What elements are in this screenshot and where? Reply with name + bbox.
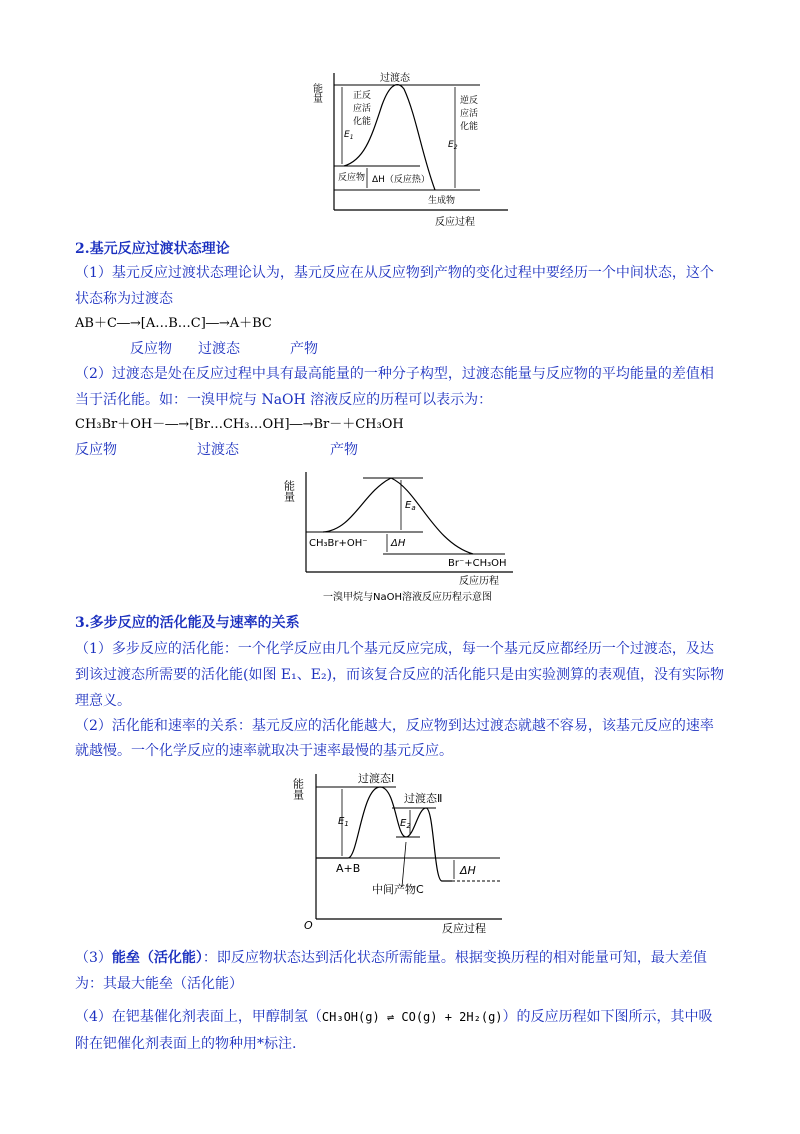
svg-text:E2	[448, 140, 458, 151]
fig1-transition-label: 过渡态	[380, 73, 410, 84]
sec4-p4b: 附在钯催化剂表面上的物种用*标注.	[75, 1036, 297, 1052]
sec4-p3-bold: 能垒（活化能）	[111, 950, 203, 966]
fig3-e2: E	[400, 818, 407, 829]
fig1-forward-ea-2: 应活	[353, 104, 372, 114]
sec2-label-transition-2: 过渡态	[197, 442, 239, 458]
sec4-p3a	[75, 945, 707, 971]
svg-text:E1	[338, 816, 349, 828]
energy-profile-figure-3	[292, 764, 512, 936]
sec4-p4-prefix: （4）在钯基催化剂表面上，甲醇制氢（	[75, 1009, 322, 1025]
fig2-ea: E	[405, 500, 412, 511]
fig1-product-label: 生成物	[428, 196, 456, 206]
fig3-xlabel: 反应过程	[442, 922, 486, 935]
fig1-e2-sub: 2	[453, 144, 458, 151]
sec3-heading: 3.多步反应的活化能及与速率的关系	[75, 615, 300, 631]
fig3-reactant-label: A+B	[336, 862, 361, 875]
sec2-label-reactant-2: 反应物	[75, 442, 117, 458]
sec4-p3b: 为：其最大能垒（活化能）	[75, 976, 243, 992]
sec2-label-reactant: 反应物	[130, 341, 172, 357]
fig2-xlabel: 反应历程	[459, 576, 499, 587]
sec4-p3-prefix: （3）	[75, 950, 112, 966]
sec4-p3-rest: ：即反应物状态达到活化状态所需能量。根据变换历程的相对能量可知，最大差值	[202, 950, 707, 966]
fig3-origin: O	[304, 919, 313, 932]
fig1-reactant-label: 反应物	[338, 173, 366, 183]
fig1-reverse-ea-2: 应活	[460, 109, 479, 119]
sec3-p1c: 理意义。	[75, 693, 131, 709]
sec4-p4a	[75, 1004, 713, 1030]
fig3-intermediate-label: 中间产物C	[372, 883, 424, 896]
fig1-dh-label: ΔH（反应热）	[372, 175, 430, 185]
fig2-ea-sub: a	[411, 504, 416, 512]
energy-profile-figure-2	[283, 462, 523, 607]
fig1-e1-sub: 1	[349, 134, 354, 141]
sec2-equation-1: AB＋C―→[A…B…C]―→A＋BC	[75, 316, 272, 331]
fig3-ts1-label: 过渡态Ⅰ	[358, 772, 395, 785]
sec2-p2a: （2）过渡态是处在反应过程中具有最高能量的一种分子构型，过渡态能量与反应物的平均能量的差值相	[75, 366, 714, 382]
fig3-ts2-label: 过渡态Ⅱ	[404, 792, 443, 805]
fig3-e2-sub: 2	[406, 822, 411, 830]
sec3-p2a: （2）活化能和速率的关系：基元反应的活化能越大，反应物到达过渡态就越不容易，该基元反应的速率	[75, 718, 714, 734]
fig1-ylabel: 能量	[310, 83, 322, 103]
svg-text:Ea	[405, 500, 416, 512]
fig1-reverse-ea-1: 逆反	[460, 96, 479, 106]
fig3-dh-label: ΔH	[460, 864, 476, 877]
fig3-e1: E	[338, 816, 345, 827]
sec2-label-product-2: 产物	[330, 442, 358, 458]
fig3-e1-sub: 1	[344, 820, 349, 828]
fig1-e1: E	[344, 130, 350, 140]
sec3-p1b: 到该过渡态所需要的活化能(如图 E₁、E₂)，而该复合反应的活化能只是由实验测算的表观值，没有实际物	[75, 667, 725, 683]
fig2-ylabel: 能量	[283, 480, 296, 502]
sec2-label-transition: 过渡态	[198, 341, 240, 357]
sec4-p4-suffix: ）的反应历程如下图所示，其中吸	[502, 1009, 713, 1025]
fig1-xlabel: 反应过程	[435, 217, 475, 228]
fig1-forward-ea-3: 化能	[353, 117, 372, 127]
fig1-reverse-ea-3: 化能	[460, 122, 479, 132]
fig1-e2: E	[448, 140, 454, 150]
sec2-p1a: （1）基元反应过渡状态理论认为，基元反应在从反应物到产物的变化过程中要经历一个中间状态，这个	[75, 265, 714, 281]
fig1-forward-ea-1: 正反	[353, 91, 372, 101]
sec3-p2b: 就越慢。一个化学反应的速率就取决于速率最慢的基元反应。	[75, 743, 453, 759]
fig2-reactant-label: CH₃Br+OH⁻	[309, 538, 368, 549]
fig2-dh-label: ΔH	[391, 538, 406, 549]
svg-text:E1	[344, 130, 354, 141]
sec2-equation-2: CH₃Br＋OH－―→[Br…CH₃…OH]―→Br－＋CH₃OH	[75, 417, 404, 432]
sec4-p4-equation: CH₃OH(g) ⇌ CO(g) + 2H₂(g)	[321, 1010, 503, 1024]
sec3-p1a: （1）多步反应的活化能：一个化学反应由几个基元反应完成，每一个基元反应都经历一个过渡态，及达	[75, 641, 714, 657]
sec2-p2b: 当于活化能。如：一溴甲烷与 NaOH 溶液反应的历程可以表示为：	[75, 392, 493, 408]
fig2-caption: 一溴甲烷与NaOH溶液反应历程示意图	[323, 592, 492, 603]
sec2-heading: 2.基元反应过渡状态理论	[75, 241, 230, 257]
sec2-p1b: 状态称为过渡态	[75, 291, 173, 307]
fig2-product-label: Br⁻+CH₃OH	[448, 558, 507, 569]
energy-profile-figure-1	[310, 65, 510, 230]
sec2-label-product: 产物	[290, 341, 318, 357]
fig3-ylabel: 能量	[292, 778, 305, 800]
